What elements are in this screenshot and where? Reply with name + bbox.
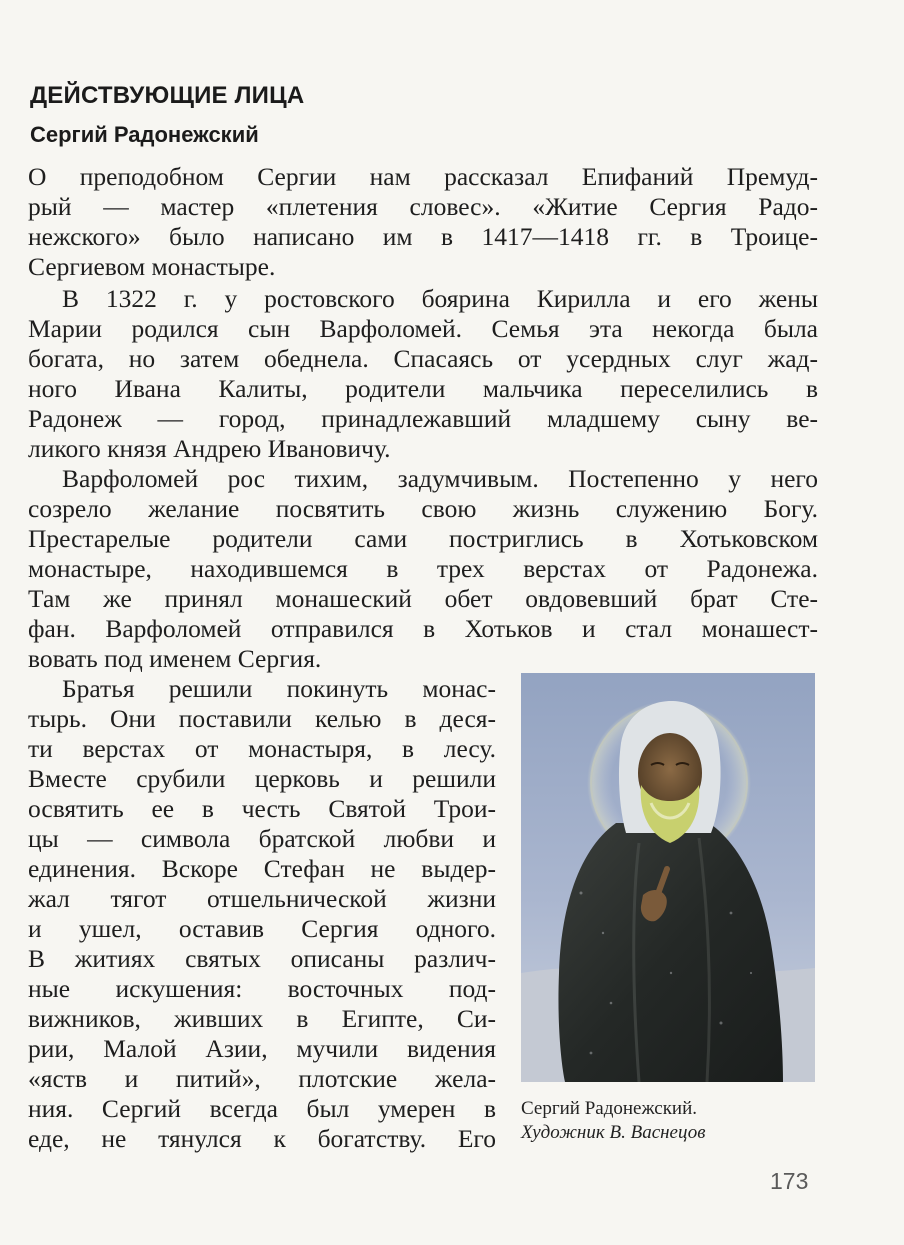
subtitle: Сергий Радонежский bbox=[30, 122, 259, 147]
caption-title: Сергий Радонежский. bbox=[521, 1098, 698, 1119]
text-line: Сергиевом монастыре. bbox=[28, 252, 276, 281]
text-line: и ушел, оставив Сергия одного. bbox=[28, 914, 496, 943]
text-line: еде, не тянулся к богатству. Его bbox=[28, 1124, 496, 1153]
text-line: ти верстах от монастыря, в лесу. bbox=[28, 734, 496, 763]
text-line: ного Ивана Калиты, родители мальчика переселились в bbox=[28, 374, 818, 403]
text-line: Марии родился сын Варфоломей. Семья эта некогда была bbox=[28, 314, 818, 343]
text-line: вижников, живших в Египте, Си- bbox=[28, 1004, 496, 1033]
text-line: Там же принял монашеский обет овдовевший брат Сте- bbox=[28, 584, 818, 613]
text-line: богата, но затем обеднела. Спасаясь от усердных слуг жад- bbox=[28, 344, 818, 373]
text-line: ликого князя Андрею Ивановичу. bbox=[28, 434, 391, 463]
text-line: созрело желание посвятить свою жизнь служению Богу. bbox=[28, 494, 818, 523]
text-line: Варфоломей рос тихим, задумчивым. Постепенно у него bbox=[62, 464, 818, 493]
text-line: О преподобном Сергии нам рассказал Епифаний Премуд- bbox=[28, 162, 818, 191]
text-line: Вместе срубили церковь и решили bbox=[28, 764, 496, 793]
text-line: рый — мастер «плетения словес». «Житие Сергия Радо- bbox=[28, 192, 818, 221]
text-line: освятить ее в честь Святой Трои- bbox=[28, 794, 496, 823]
text-line: В житиях святых описаны различ- bbox=[28, 944, 496, 973]
text-line: монастыре, находившемся в трех верстах от Радонежа. bbox=[28, 554, 818, 583]
page-number: 173 bbox=[770, 1168, 809, 1194]
text-line: цы — символа братской любви и bbox=[28, 824, 496, 853]
text-line: нежского» было написано им в 1417—1418 гг. в Троице- bbox=[28, 222, 818, 251]
section-title: ДЕЙСТВУЮЩИЕ ЛИЦА bbox=[30, 82, 305, 109]
text-line: В 1322 г. у ростовского боярина Кирилла и его жены bbox=[62, 284, 818, 313]
text-line: ния. Сергий всегда был умерен в bbox=[28, 1094, 496, 1123]
text-line: Радонеж — город, принадлежавший младшему сыну ве- bbox=[28, 404, 818, 433]
text-line: жал тягот отшельнической жизни bbox=[28, 884, 496, 913]
text-line: единения. Вскоре Стефан не выдер- bbox=[28, 854, 496, 883]
text-line: ные искушения: восточных под- bbox=[28, 974, 496, 1003]
text-line: тырь. Они поставили келью в деся- bbox=[28, 704, 496, 733]
text-line: вовать под именем Сергия. bbox=[28, 644, 322, 673]
text-line: «яств и питий», плотские жела- bbox=[28, 1064, 496, 1093]
portrait-illustration bbox=[521, 673, 815, 1082]
caption-artist: Художник В. Васнецов bbox=[521, 1122, 706, 1143]
text-line: фан. Варфоломей отправился в Хотьков и стал монашест- bbox=[28, 614, 818, 643]
text-line: Братья решили покинуть монас- bbox=[62, 674, 496, 703]
text-line: рии, Малой Азии, мучили видения bbox=[28, 1034, 496, 1063]
text-line: Престарелые родители сами постриглись в Хотьковском bbox=[28, 524, 818, 553]
